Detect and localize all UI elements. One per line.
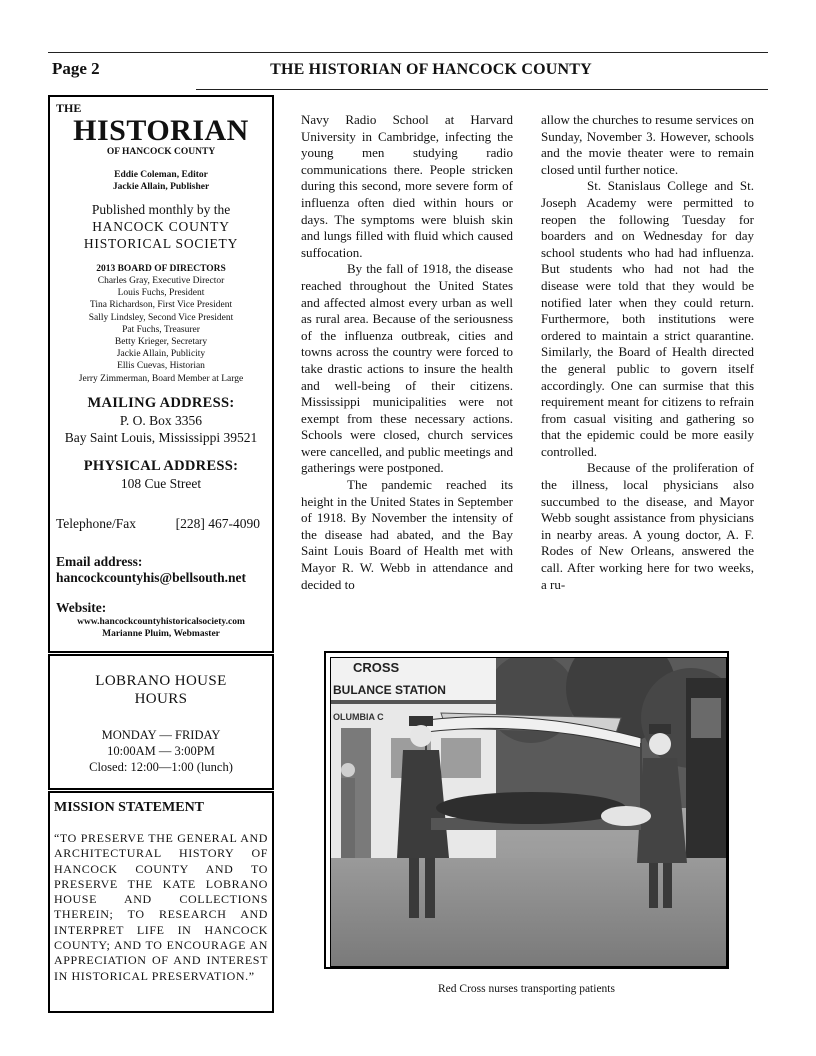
header-rule: [196, 89, 768, 90]
newsletter-title: HISTORIAN: [73, 114, 249, 147]
telephone-row: [56, 516, 266, 532]
article-paragraph: allow the churches to resume services on Sunday, November 3. However, schools and the movie theater were to remain closed until further notice.: [541, 112, 754, 177]
physical-address-label: PHYSICAL ADDRESS:: [83, 457, 239, 474]
photo-caption: Red Cross nurses transporting patients: [438, 983, 615, 995]
website-url: www.hancockcountyhistoricalsociety.com: [77, 616, 245, 627]
sign-cross: CROSS: [353, 660, 400, 675]
email-address: hancockcountyhis@bellsouth.net: [56, 569, 246, 585]
board-member: Pat Fuchs, Treasurer: [122, 324, 200, 335]
article-paragraph: By the fall of 1918, the disease reached throughout the United States and affected almost every urban as well as rural area. Because of the seriousness of the influenza outbreak, cities and towns across the country were forced to take drastic actions to insure the health and well-being of their citizens. Mississippi municipalities were not exempt from these necessary actions. Schools were closed, church services were cancelled, and public meetings and gatherings were postponed.: [301, 261, 513, 476]
article-paragraph: Because of the proliferation of the illness, local physicians also succumbed to the disease, and Mayor Webb sought assistance from physicians in nearby areas. A young doctor, A. F. Rodes of New Orleans, answered the call. After working here for two weeks, a ru-: [541, 460, 754, 592]
page-number: Page 2: [52, 59, 100, 78]
board-member: Sally Lindsley, Second Vice President: [88, 312, 234, 323]
telephone-number: [228] 467-4090: [175, 515, 260, 531]
masthead-title: THE HISTORIAN OF HANCOCK COUNTY: [270, 61, 592, 78]
hours-closed: Closed: 12:00—1:00 (lunch): [89, 760, 233, 774]
hours-title-line2: HOURS: [134, 691, 188, 707]
article-paragraph: Navy Radio School at Harvard University in Cambridge, infecting the young men studying radio communications there. People stricken during this second, more severe form of influenza often died within hours or days. The symptoms were bluish skin and lungs filled with fluid which caused suffocation.: [301, 112, 513, 260]
email-label: Email address:: [56, 553, 143, 569]
article-column-2: [541, 112, 754, 593]
newsletter-subtitle: OF HANCOCK COUNTY: [106, 147, 216, 157]
house-hours-box: [48, 654, 274, 790]
website-label: Website:: [56, 599, 107, 615]
board-member: Charles Gray, Executive Director: [97, 276, 225, 286]
editor-credit: Eddie Coleman, Editor: [114, 170, 208, 180]
mailing-address-line2: Bay Saint Louis, Mississippi 39521: [64, 429, 258, 445]
mission-title: MISSION STATEMENT: [54, 800, 205, 815]
board-member: Ellis Cuevas, Historian: [117, 361, 205, 372]
society-name-line2: HISTORICAL SOCIETY: [83, 236, 239, 251]
webmaster-credit: Marianne Pluim, Webmaster: [102, 628, 220, 639]
board-list: [56, 275, 266, 385]
mission-statement-box: [48, 791, 274, 1013]
article-paragraph: St. Stanislaus College and St. Joseph Academy were permitted to reopen the following Tuesday for boarders and on Wednesday for day school students who had had influenza. But students who had not had the disease were told that they would be notified later when they could return. Furthermore, both institutions were ordered to maintain a strict quarantine. Similarly, the Board of Health directed the general public to govern itself accordingly. One can surmise that this requirement meant for citizens to refrain from casual visiting and gathering so that the epidemic could be more easily controlled.: [541, 178, 754, 459]
title-the: THE: [56, 101, 82, 115]
hours-title-line1: LOBRANO HOUSE: [95, 673, 227, 689]
board-member: Louis Fuchs, President: [117, 288, 205, 299]
board-member: Betty Krieger, Secretary: [114, 337, 208, 348]
physical-address: 108 Cue Street: [120, 475, 202, 491]
top-rule: [48, 52, 768, 53]
mailing-address-label: MAILING ADDRESS:: [87, 394, 235, 411]
board-member: Tina Richardson, First Vice President: [89, 300, 233, 311]
hours-days: MONDAY — FRIDAY: [101, 728, 221, 742]
sign-station: BULANCE STATION: [333, 683, 446, 697]
publisher-credit: Jackie Allain, Publisher: [112, 182, 210, 192]
article-paragraph: The pandemic reached its height in the United States in September of 1918. By November the intensity of the disease had abated, and the Bay Saint Louis Board of Health met with Mayor R. W. Webb in attendance and decided to: [301, 477, 513, 592]
historian-info-box: [48, 95, 274, 653]
hours-times: 10:00AM — 3:00PM: [107, 744, 215, 758]
sign-columbia: OLUMBIA C: [333, 712, 384, 722]
red-cross-nurses-photo: [330, 657, 727, 967]
mailing-address-line1: P. O. Box 3356: [119, 412, 203, 428]
telephone-label: Telephone/Fax: [56, 515, 137, 531]
board-title: 2013 BOARD OF DIRECTORS: [96, 264, 226, 274]
article-column-1: [301, 112, 513, 593]
board-member: Jackie Allain, Publicity: [116, 349, 206, 360]
photo-frame: [324, 651, 729, 969]
society-name-line1: HANCOCK COUNTY: [92, 219, 230, 234]
board-member: Jerry Zimmerman, Board Member at Large: [78, 373, 244, 384]
mission-text: “TO PRESERVE THE GENERAL AND ARCHITECTURAL HISTORY OF HANCOCK COUNTY AND TO PRESERVE THE KATE LOBRANO HOUSE AND COLLECTIONS THEREIN; TO RESEARCH AND INTERPRET LIFE IN HANCOCK COUNTY; AND TO ENCOURAGE AN APPRECIATION OF AND INTEREST IN HISTORICAL PRESERVATION.”: [54, 831, 268, 983]
published-by: Published monthly by the: [91, 202, 231, 217]
